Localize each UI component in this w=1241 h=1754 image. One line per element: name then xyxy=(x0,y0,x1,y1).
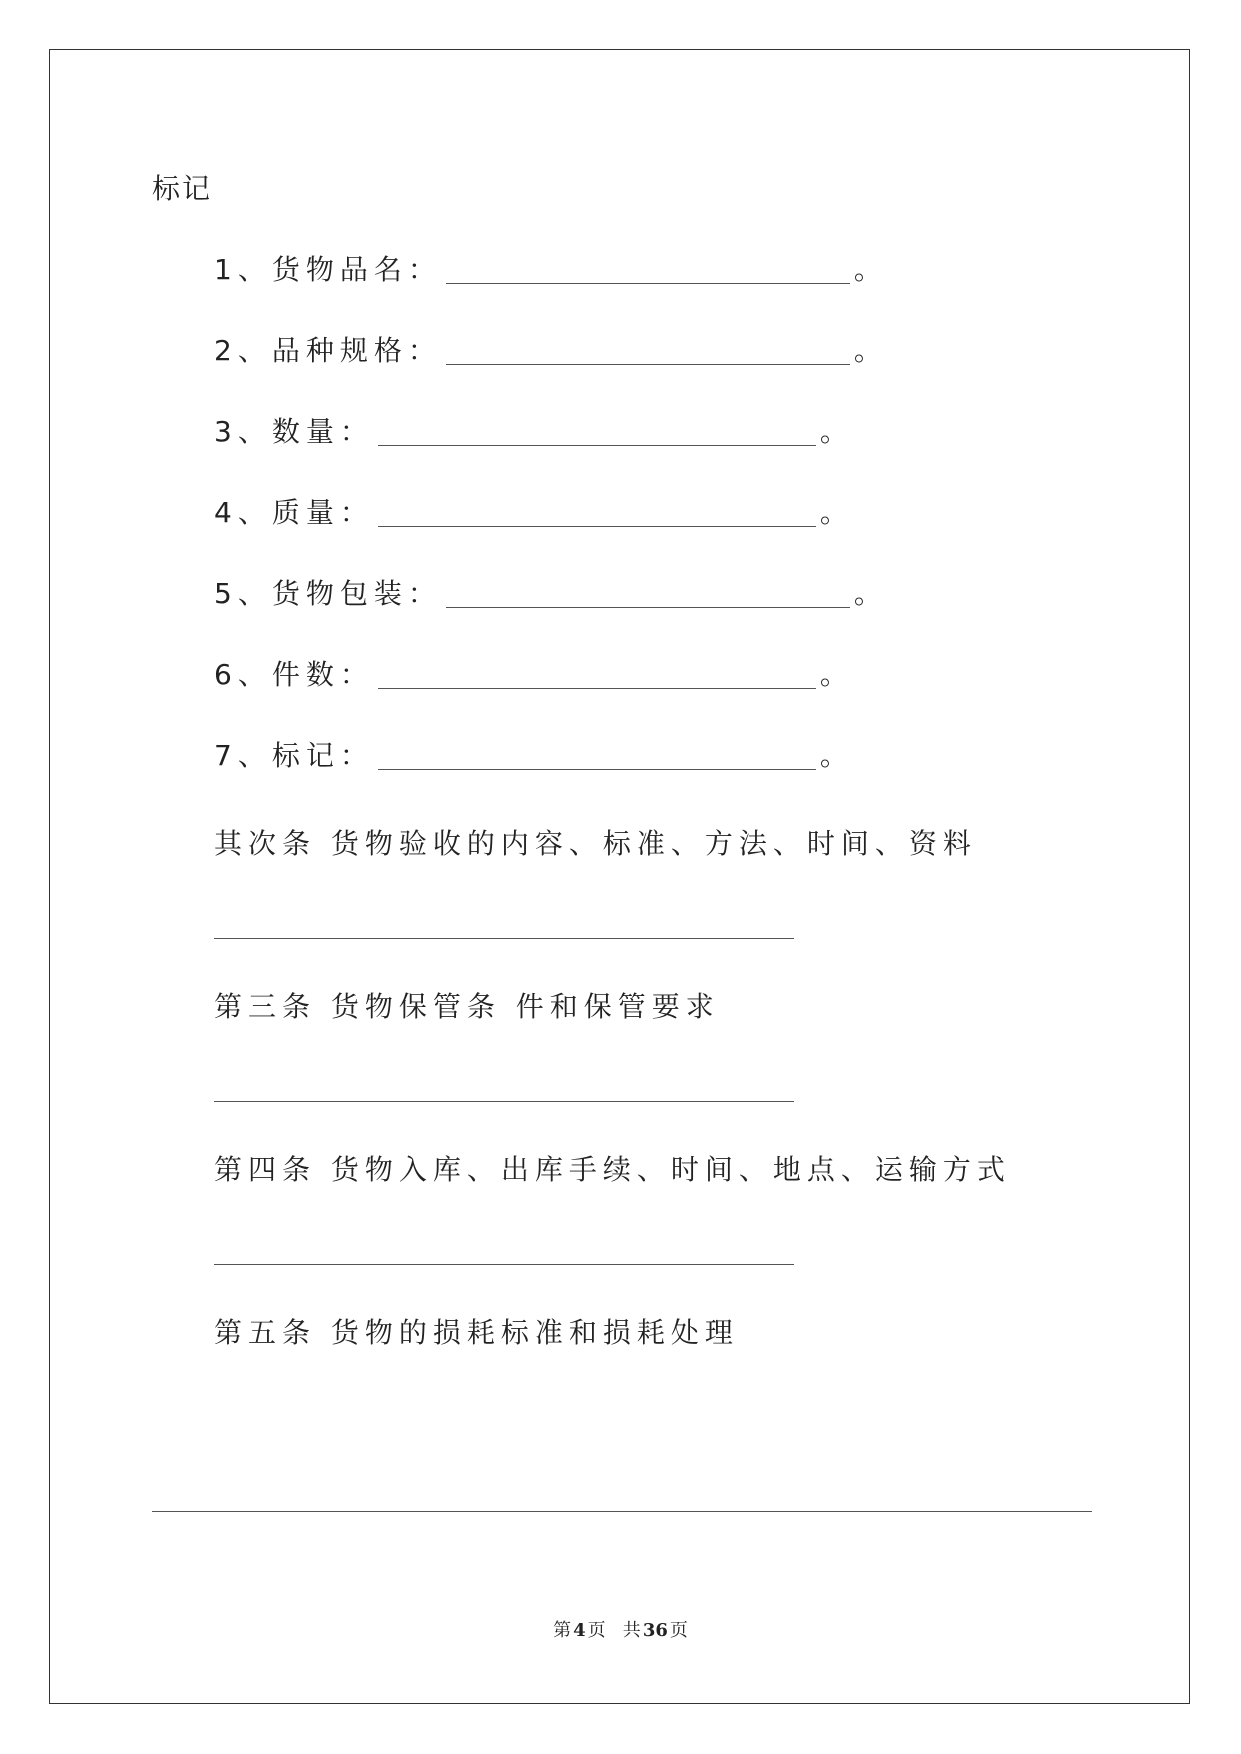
field-end: 。 xyxy=(853,577,882,610)
footer-prefix: 第 xyxy=(553,1620,572,1641)
field-item-quantity xyxy=(214,415,848,448)
field-blank[interactable] xyxy=(446,342,850,365)
field-item-spec xyxy=(214,334,882,367)
field-label: 2、品种规格： xyxy=(214,334,442,367)
field-blank[interactable] xyxy=(378,666,816,689)
article-blank-line[interactable] xyxy=(214,938,794,939)
field-item-count xyxy=(214,658,848,691)
field-item-mark xyxy=(214,739,848,772)
article-blank-line[interactable] xyxy=(214,1264,794,1265)
field-blank[interactable] xyxy=(378,504,816,527)
footer-separator xyxy=(152,1511,1092,1512)
field-blank[interactable] xyxy=(378,747,816,770)
field-end: 。 xyxy=(819,415,848,448)
article-title: 其次条 货物验收的内容、标准、方法、时间、资料 xyxy=(214,827,977,860)
footer-suffix: 页 xyxy=(669,1620,688,1641)
field-end: 。 xyxy=(853,334,882,367)
page-footer xyxy=(0,1616,1241,1642)
article-title: 第四条 货物入库、出库手续、时间、地点、运输方式 xyxy=(214,1153,1011,1186)
field-end: 。 xyxy=(819,739,848,772)
field-end: 。 xyxy=(819,658,848,691)
field-item-name xyxy=(214,253,882,286)
page-border xyxy=(49,49,1190,1704)
field-label: 4、质量： xyxy=(214,496,374,529)
field-blank[interactable] xyxy=(446,261,850,284)
field-end: 。 xyxy=(853,253,882,286)
field-end: 。 xyxy=(819,496,848,529)
field-label: 7、标记： xyxy=(214,739,374,772)
footer-page-number: 4 xyxy=(573,1620,586,1641)
field-label: 6、件数： xyxy=(214,658,374,691)
field-blank[interactable] xyxy=(378,423,816,446)
article-title: 第三条 货物保管条 件和保管要求 xyxy=(214,990,720,1023)
field-label: 5、货物包装： xyxy=(214,577,442,610)
section-heading: 标记 xyxy=(152,172,213,205)
field-item-packaging xyxy=(214,577,882,610)
article-title: 第五条 货物的损耗标准和损耗处理 xyxy=(214,1316,739,1349)
field-label: 1、货物品名： xyxy=(214,253,442,286)
field-blank[interactable] xyxy=(446,585,850,608)
field-label: 3、数量： xyxy=(214,415,374,448)
field-item-quality xyxy=(214,496,848,529)
article-blank-line[interactable] xyxy=(214,1101,794,1102)
footer-total-pages: 36 xyxy=(642,1620,668,1641)
footer-mid: 页 共 xyxy=(587,1620,641,1641)
